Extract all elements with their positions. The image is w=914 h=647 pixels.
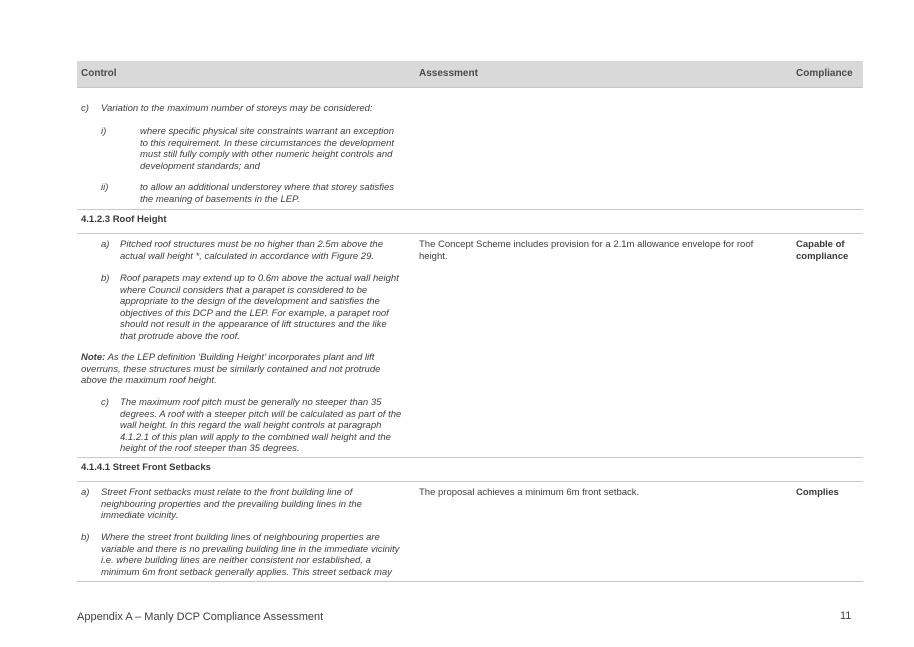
- text-line: to this requirement. In these circumstances the development: [140, 137, 394, 149]
- text-line: height.: [419, 250, 448, 262]
- text-line: degrees. A roof with a steeper pitch will be calculated as part of the: [120, 408, 402, 420]
- note-label: Note:: [81, 352, 106, 363]
- text-line: minimum 6m front setback generally applies. This street setback may: [101, 566, 392, 578]
- row-divider: [77, 481, 863, 482]
- table-header: [77, 61, 863, 88]
- text-line: appropriate to the design of the development and satisfies the: [120, 296, 380, 307]
- text-line: that protrude above the roof.: [120, 330, 240, 342]
- text-line: should not result in the appearance of lift structures and the like: [120, 319, 387, 330]
- text-line: wall height. In this regard the wall height controls at paragraph: [120, 420, 382, 431]
- row-divider: [77, 209, 863, 210]
- text-line: Capable of: [796, 239, 845, 250]
- text-line: Pitched roof structures must be no higher than 2.5m above the: [120, 239, 383, 250]
- roof-c-marker: c): [101, 397, 109, 408]
- text-line: where Council considers that a parapet is considered to be: [120, 284, 368, 296]
- text-line: must still fully comply with other numeric height controls and: [140, 149, 393, 160]
- row-divider: [77, 581, 863, 582]
- text-line: i.e. where building lines are neither consistent nor established, a: [101, 555, 371, 566]
- text-line: variable and there is no prevailing building line in the immediate vicinity: [101, 543, 400, 555]
- storeys-c-marker: c): [81, 103, 89, 114]
- page-number: 11: [840, 610, 852, 622]
- setbacks-heading: 4.1.4.1 Street Front Setbacks: [81, 462, 211, 473]
- row-divider: [77, 457, 863, 458]
- text-line: immediate vicinity.: [101, 510, 178, 521]
- text-line: height of the roof steeper than 35 degrees.: [120, 443, 300, 454]
- roof-height-heading: 4.1.2.3 Roof Height: [81, 214, 167, 225]
- setbacks-assessment: The proposal achieves a minimum 6m front setback.: [419, 487, 640, 498]
- text-line: The Concept Scheme includes provision for a 2.1m allowance envelope for roof: [419, 239, 754, 250]
- text-line: objectives of this DCP and the LEP. For example, a parapet roof: [120, 307, 389, 319]
- storeys-c-text: Variation to the maximum number of storeys may be considered:: [101, 103, 373, 114]
- text-line: development standards; and: [140, 160, 260, 172]
- text-line: to allow an additional understorey where that storey satisfies: [140, 182, 394, 193]
- text-line: where specific physical site constraints warrant an exception: [140, 126, 394, 137]
- assessment-column-header: Assessment: [419, 68, 478, 79]
- text-line: the meaning of basements in the LEP.: [140, 193, 300, 205]
- row-divider: [77, 233, 863, 234]
- text-line: actual wall height *, calculated in accordance with Figure 29.: [120, 250, 375, 262]
- note-first-line: [81, 352, 374, 364]
- footer-title: Appendix A – Manly DCP Compliance Assessment: [77, 611, 324, 623]
- text-line: compliance: [796, 250, 849, 262]
- text-line: The maximum roof pitch must be generally no steeper than 35: [120, 397, 382, 408]
- setbacks-a-marker: a): [81, 487, 90, 498]
- note-text: As the LEP definition ‘Building Height’ incorporates plant and lift: [105, 352, 375, 363]
- storeys-ii-marker: ii): [101, 182, 109, 193]
- control-column-header: Control: [81, 68, 117, 79]
- text-line: Street Front setbacks must relate to the front building line of: [101, 487, 353, 498]
- text-line: Where the street front building lines of neighbouring properties are: [101, 532, 380, 543]
- roof-a-marker: a): [101, 239, 110, 250]
- text-line: neighbouring properties and the prevailing building lines in the: [101, 498, 362, 510]
- roof-b-marker: b): [101, 273, 110, 284]
- text-line: 4.1.2.1 of this plan will apply to the combined wall height and the: [120, 431, 391, 443]
- text-line: above the maximum roof height.: [81, 375, 217, 386]
- storeys-i-marker: i): [101, 126, 107, 137]
- setbacks-b-marker: b): [81, 532, 90, 543]
- setbacks-compliance: Complies: [796, 487, 839, 498]
- text-line: Roof parapets may extend up to 0.6m above the actual wall height: [120, 273, 399, 284]
- compliance-column-header: Compliance: [796, 68, 853, 79]
- text-line: overruns, these structures must be similarly contained and not protrude: [81, 363, 381, 375]
